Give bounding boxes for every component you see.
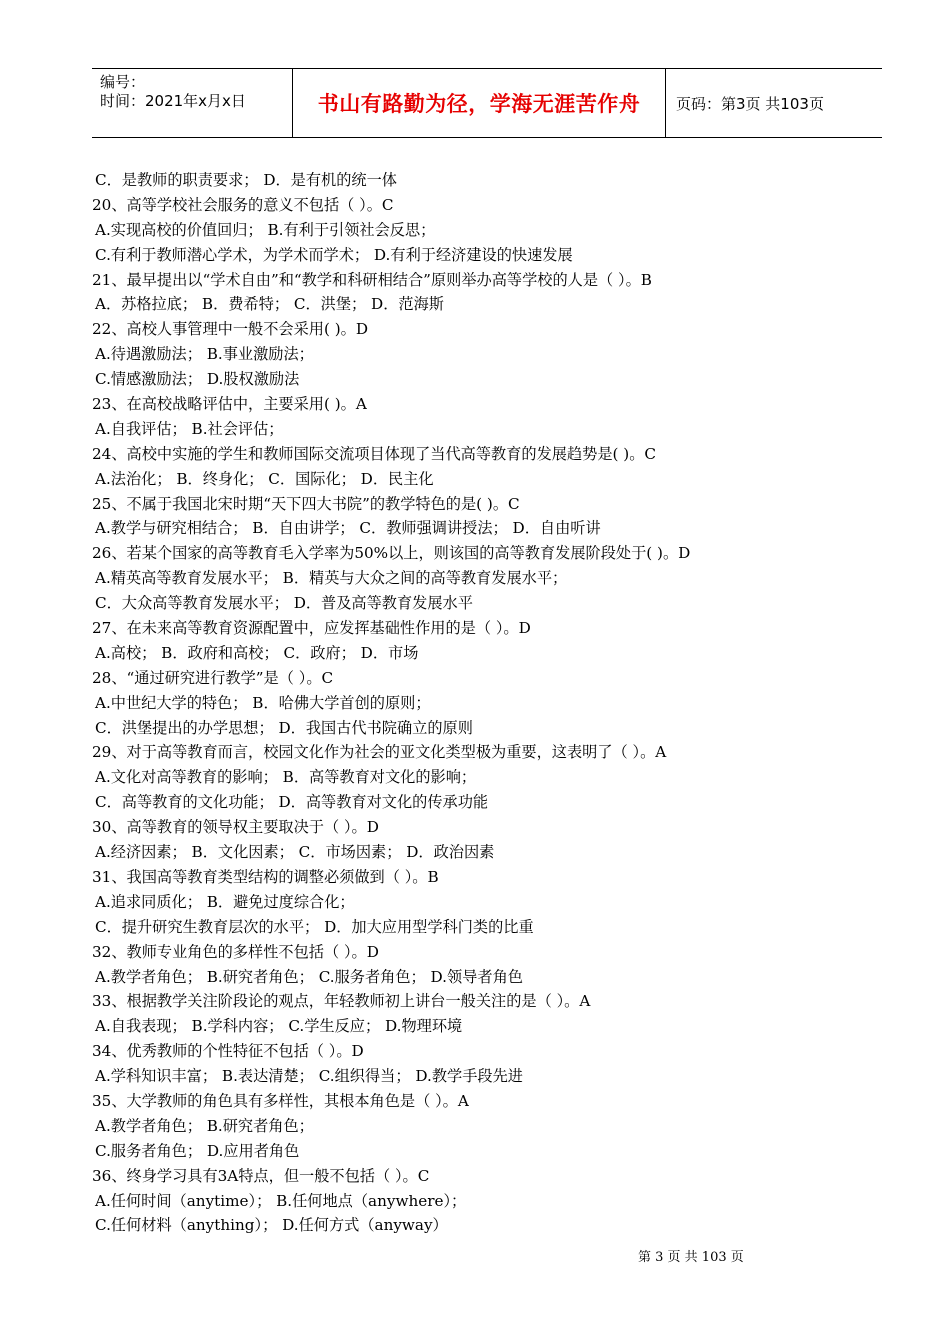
- text-line: C.情感激励法； D.股权激励法: [95, 370, 300, 389]
- text-line: A.教学者角色； B.研究者角色；: [95, 1116, 314, 1135]
- text-line: C.任何材料（anything）； D.任何方式（anyway）: [95, 1216, 448, 1235]
- text-line: A.学科知识丰富； B.表达清楚； C.组织得当； D.教学手段先进: [95, 1067, 523, 1086]
- question-line: 23、在高校战略评估中，主要采用( )。A: [92, 395, 367, 414]
- text-line: A.自我表现； B.学科内容； C.学生反应； D.物理环境: [95, 1017, 463, 1036]
- page-header: [92, 68, 882, 138]
- page-footer: 第 3 页 共 103 页: [638, 1250, 744, 1265]
- header-meta: [92, 69, 293, 137]
- text-line: A.任何时间（anytime）； B.任何地点（anywhere）；: [95, 1191, 467, 1210]
- text-line: A.追求同质化； B．避免过度综合化；: [95, 892, 355, 911]
- text-line: A．苏格拉底； B．费希特； C．洪堡； D．范海斯: [95, 295, 444, 314]
- number-label: 编号：: [100, 73, 146, 91]
- text-line: C．洪堡提出的办学思想； D．我国古代书院确立的原则: [95, 718, 473, 737]
- text-line: A.自我评估； B.社会评估；: [95, 419, 284, 438]
- text-line: A.精英高等教育发展水平； B．精英与大众之间的高等教育发展水平；: [95, 569, 568, 588]
- question-line: 36、终身学习具有3A特点，但一般不包括（ ）。C: [92, 1166, 430, 1185]
- time-label: 时间：2021年x月x日: [100, 92, 246, 110]
- text-line: A.高校； B．政府和高校； C．政府； D．市场: [95, 643, 419, 662]
- question-line: 24、高校中实施的学生和教师国际交流项目体现了当代高等教育的发展趋势是( )。C: [92, 444, 656, 463]
- header-motto: 书山有路勤为径，学海无涯苦作舟: [293, 69, 666, 137]
- question-line: 33、根据教学关注阶段论的观点，年轻教师初上讲台一般关注的是（ ）。A: [92, 992, 591, 1011]
- text-line: A.法治化； B．终身化； C．国际化； D．民主化: [95, 469, 434, 488]
- question-line: 35、大学教师的角色具有多样性，其根本角色是（ ）。A: [92, 1091, 469, 1110]
- question-line: 27、在未来高等教育资源配置中，应发挥基础性作用的是（ ）。D: [92, 619, 531, 638]
- text-line: A.文化对高等教育的影响； B．高等教育对文化的影响；: [95, 768, 477, 787]
- header-page-info: 页码：第3页 共103页: [676, 94, 824, 113]
- question-line: 25、不属于我国北宋时期“天下四大书院”的教学特色的是( )。C: [92, 494, 520, 513]
- question-line: 32、教师专业角色的多样性不包括（ ）。D: [92, 942, 379, 961]
- question-list: [92, 168, 872, 1238]
- question-line: 31、我国高等教育类型结构的调整必须做到（ ）。B: [92, 867, 439, 886]
- text-line: A.教学与研究相结合； B．自由讲学； C．教师强调讲授法； D．自由听讲: [95, 519, 601, 538]
- question-line: 34、优秀教师的个性特征不包括（ ）。D: [92, 1042, 364, 1061]
- text-line: C.有利于教师潜心学术，为学术而学术； D.有利于经济建设的快速发展: [95, 245, 573, 264]
- text-line: A.实现高校的价值回归； B.有利于引领社会反思；: [95, 220, 436, 239]
- text-line: C．是教师的职责要求； D．是有机的统一体: [95, 171, 397, 189]
- text-line: C．提升研究生教育层次的水平； D．加大应用型学科门类的比重: [95, 917, 534, 936]
- text-line: C.服务者角色； D.应用者角色: [95, 1141, 300, 1160]
- question-line: 29、对于高等教育而言，校园文化作为社会的亚文化类型极为重要，这表明了（ ）。A: [92, 743, 667, 762]
- question-line: 21、最早提出以“学术自由”和“教学和科研相结合”原则举办高等学校的人是（ ）。B: [92, 270, 652, 289]
- text-line: A.待遇激励法； B.事业激励法；: [95, 345, 314, 364]
- question-line: 22、高校人事管理中一般不会采用( )。D: [92, 320, 368, 339]
- question-line: 26、若某个国家的高等教育毛入学率为50%以上，则该国的高等教育发展阶段处于( )。D: [92, 544, 691, 563]
- question-line: 30、高等教育的领导权主要取决于（ ）。D: [92, 818, 379, 837]
- question-line: 20、高等学校社会服务的意义不包括（ ）。C: [92, 195, 394, 214]
- text-line: A.教学者角色； B.研究者角色； C.服务者角色； D.领导者角色: [95, 967, 523, 986]
- question-line: 28、“通过研究进行教学”是（ ）。C: [92, 668, 334, 687]
- text-line: A.经济因素； B．文化因素； C．市场因素； D．政治因素: [95, 843, 495, 862]
- text-line: C．高等教育的文化功能； D．高等教育对文化的传承功能: [95, 793, 489, 812]
- text-line: A.中世纪大学的特色； B．哈佛大学首创的原则；: [95, 693, 431, 712]
- text-line: C．大众高等教育发展水平； D．普及高等教育发展水平: [95, 594, 473, 613]
